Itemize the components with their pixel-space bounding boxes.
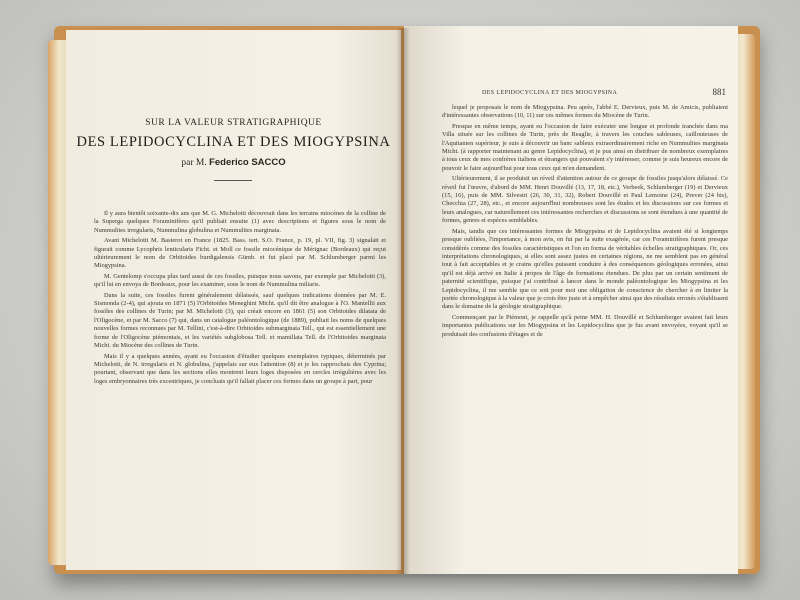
title-rule	[214, 180, 252, 181]
paragraph: Commençant par le Piémont, je rappelle qu'à peine MM. H. Douvillé et Schlumberger avaient fait leurs importantes publications sur les Miogypsina et les Lepidocyclina que je fus avant envoyées, voyant qu'il se produisait des confusions d'étages et de	[442, 313, 728, 338]
paragraph: Avant Michelotti M. Basterot en France (1825. Bass. tert. S.O. France, p. 19, pl. VII, fig. 3) signalait et figurait comme Lycophris lenticularis Ficht. et Moll ce fossile miocénique de Mérignac (Bordeaux) qui reçut ultérieurement le nom de Orbitoides burdigalensis Gümb. et fut placé par M. Schlumberger parmi les Miogypsina.	[94, 237, 386, 270]
paragraph: Mais, tandis que ces intéressantes formes de Miogypsina et de Lepidocyclina avaient été si longtemps presque oubliées, l'importance, à mon avis, en fut par la suite exagérée, car ces Foraminifères furent presque considérés comme des fossiles caractéristiques et l'on en forma de véritables échelles stratigraphiques. Or, ces interprétations chronologiques, si elles sont assez justes en certaines régions, ne me semblent pas en général tout à fait acceptables et je crains qu'elles puissent conduire à des conséquences géologiques erronées, ainsi qu'il est déjà arrivé en Italie à propos de l'âge de formations étendues. De plus par un certain sentiment de paternité scientifique, puisque j'ai contribué à lancer dans le monde paléontologique les Miogypsina et les Lepidocyclina, il me semble que ce soit pour moi une obligation de conscience de chercher à en limiter la portée chronologique à la valeur que je crois être juste et à empêcher ainsi que des résultats erronés s'établissent dans le domaine de la géologie stratigraphique.	[442, 227, 728, 311]
author-prefix: par M.	[181, 158, 207, 168]
paragraph: lequel je proposais le nom de Miogypsina. Peu après, l'abbé E. Dervieux, puis M. de Amicis, publiaient d'intéressantes observations (10, 11) sur ces mêmes formes du Miocène de Turin.	[442, 104, 728, 120]
paragraph: Dans la suite, ces fossiles furent généralement délaissés, sauf quelques indications données par M. E. Sismonda (2-4), qui ajouta en 1871 (5) l'Orbitoides Meneghini Micht. qu'il dit être analogue à l'O. Mantellii aux fossiles des collines de Turin; par M. Michelotti (3), qui créait encore en 1861 (5) son Orbitoides dilatata de l'Oligocène, et par M. Sacco (7) qui, dans un catalogue paléontologique (de 1889), publiait les noms de quelques nouvelles formes reconnues par M. Tellini, c'est-à-dire Orbitoides submarginata Tell., qui est essentiellement une forme de l'Oligocène piémontais, et les variétés subglobosa Tell. et mamillata Tell. de l'Orbitoides marginata Micht. du Miocène des collines de Turin.	[94, 291, 386, 350]
running-head: DES LEPIDOCYCLINA ET DES MIOGYPSINA	[482, 90, 618, 96]
page-number: 881	[712, 87, 726, 97]
author-name: Federico SACCO	[209, 157, 286, 168]
book-gutter	[396, 28, 410, 574]
paragraph: M. Gentelomp s'occupa plus tard aussi de ces fossiles, puisque nous savons, par exemple par Michelotti (3), qu'il lui en envoya de Bordeaux, pour les examiner, sous le nom de Nummulina miliaris.	[94, 272, 386, 289]
article-title-line2: DES LEPIDOCYCLINA ET DES MIOGYPSINA	[76, 134, 391, 150]
left-page-body	[94, 210, 386, 388]
paragraph: Ultérieurement, il se produisit un réveil d'attention autour de ce groupe de fossiles jusqu'alors délaissé. Ce réveil fut l'œuvre, d'abord de MM. Henri Douvillé (13, 17, 18, etc.), Verbeek, Schlumberger (19) et Dervieux (15, 16), puis de MM. Silvestri (26, 30, 31, 32), Robert Douvillé et Paul Lemoine (24), Prever (24 bis), Checchia (27, 28), etc., et encore aujourd'hui nombreuses sont les études et les discussions sur ces formes et leurs analogues, car naturellement ces intéressantes recherches et discussions se sont étendues à une quantité de formes, genres et espèces semblables.	[442, 175, 728, 225]
paragraph: Il y aura bientôt soixante-dix ans que M. G. Michelotti découvrait dans les terrains miocènes de la colline de la Superga quelques Foraminifères qu'il publiait ensuite (1) avec descriptions et figures sous le nom de Nummulites irregularis, Nummulina globulina et Nummulites marginata.	[94, 210, 386, 234]
right-page	[404, 26, 738, 574]
paragraph: Mais il y a quelques années, ayant eu l'occasion d'étudier quelques exemplaires typiques, déterminés par Michelotti, de N. irregularis et N. globulina, j'appelais sur eux l'attention (8) et je les rapprochais des Cyprina; pourtant, observant que dans les sections elles montrent leurs loges disposées en cercles irrégulières avec les loges embryonnaires très excentriques, je concluais qu'il fallait placer ces formes dans un groupe à part, pour	[94, 352, 386, 385]
right-page-edges	[735, 34, 755, 569]
paragraph: Presque en même temps, ayant eu l'occasion de faire exécuter une longue et profonde tranchée dans ma Villa située sur les collines de Turin, près de Reaglie, à travers les couches sableuses, caillouteuses de l'Aquitanien supérieur, je suis à découvrir un banc sableux extraordinairement riche en Nummulites marginata Micht. (à rapporter maintenant au genre Lepidocyclina), et je pus ainsi en distribuer de nombreux exemplaires à tous ceux de mes confrères italiens et étrangers qui pouvaient s'y intéresser, comme je suis heureux encore de pouvoir le faire aujourd'hui pour tous ceux qui m'en demandent.	[442, 122, 728, 172]
right-page-body	[442, 104, 728, 341]
left-page-edges	[48, 40, 66, 565]
article-author	[66, 157, 401, 168]
article-title-line1: SUR LA VALEUR STRATIGRAPHIQUE	[145, 118, 322, 128]
left-page	[66, 30, 401, 570]
